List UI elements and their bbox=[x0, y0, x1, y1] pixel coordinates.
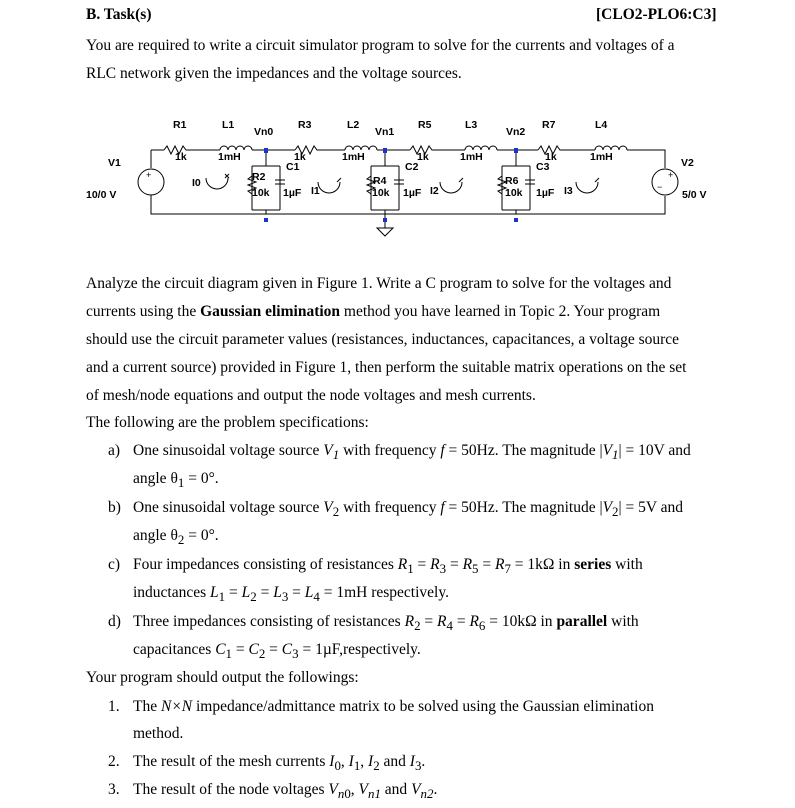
spec-a-line-1: One sinusoidal voltage source $V_1$ with frequency f = 50Hz. The magnitude $|V_1| = 10V$ and bbox=[133, 442, 691, 463]
output-3-number: 3. bbox=[108, 781, 120, 798]
clo-code: [CLO2-PLO6:C3] bbox=[596, 6, 717, 23]
l4-value: 1mH bbox=[590, 151, 613, 163]
output-1-number: 1. bbox=[108, 698, 120, 715]
r6-label: R6 bbox=[505, 175, 519, 187]
r5-value: 1k bbox=[417, 151, 429, 163]
spec-b-marker: b) bbox=[108, 499, 121, 516]
spec-d-marker: d) bbox=[108, 613, 121, 630]
r3-value: 1k bbox=[294, 151, 306, 163]
c1-label: C1 bbox=[286, 161, 300, 173]
output-1-line-2: method. bbox=[133, 725, 184, 742]
analyze-line-4: and a current source) provided in Figure 1, then perform the suitable matrix operations on the set bbox=[86, 359, 687, 376]
r7-value: 1k bbox=[545, 151, 557, 163]
r1-label: R1 bbox=[173, 119, 187, 131]
r5-label: R5 bbox=[418, 119, 432, 131]
spec-d-line-1: Three impedances consisting of resistances $R_2 = R_4 = R_6 = 10k\Omega$ in parallel with bbox=[133, 613, 639, 634]
svg-text:−: − bbox=[657, 182, 663, 192]
l1-label: L1 bbox=[222, 119, 235, 131]
spec-d-line-2: capacitances $C_1 = C_2 = C_3$ = 1µF,respectively. bbox=[133, 641, 421, 662]
spec-c-line-2: inductances $L_1 = L_2 = L_3 = L_4 = 1mH$ respectively. bbox=[133, 584, 449, 605]
analyze-line-2 bbox=[86, 298, 660, 326]
mesh-i3-label: I3 bbox=[564, 185, 573, 197]
c3-value: 1µF bbox=[536, 187, 555, 199]
analyze-line-3: should use the circuit parameter values (resistances, inductances, capacitances, a voltage source bbox=[86, 331, 680, 348]
gaussian-elimination-term: Gaussian elimination bbox=[200, 303, 341, 320]
mesh-i1-label: I1 bbox=[311, 185, 320, 197]
output-2-number: 2. bbox=[108, 753, 120, 770]
task-heading: B. Task(s) bbox=[86, 6, 152, 23]
intro-line-1: You are required to write a circuit simulator program to solve for the currents and voltages of a bbox=[86, 37, 675, 54]
analyze-line-5: of mesh/node equations and output the node voltages and mesh currents. bbox=[86, 387, 536, 404]
l1-value: 1mH bbox=[218, 151, 241, 163]
l4-label: L4 bbox=[595, 119, 608, 131]
spec-a-marker: a) bbox=[108, 442, 121, 459]
r4-label: R4 bbox=[373, 175, 387, 187]
output-3-line: The result of the node voltages $V_{n0}$, $V_{n1}$ and $V_{n2}$. bbox=[133, 781, 438, 802]
output-intro: Your program should output the followings: bbox=[86, 669, 359, 686]
r2-label: R2 bbox=[252, 171, 266, 183]
mesh-i2-label: I2 bbox=[430, 185, 439, 197]
l3-value: 1mH bbox=[460, 151, 483, 163]
l3-label: L3 bbox=[465, 119, 478, 131]
svg-text:+: + bbox=[668, 170, 674, 180]
c2-value: 1µF bbox=[403, 187, 422, 199]
v1-label: V1 bbox=[108, 157, 121, 169]
analyze-line-2-start: currents using the bbox=[86, 303, 197, 320]
c2-label: C2 bbox=[405, 161, 419, 173]
l2-label: L2 bbox=[347, 119, 360, 131]
v2-value: 5/0 V bbox=[682, 189, 707, 201]
node-vn2-label: Vn2 bbox=[506, 126, 526, 138]
c3-label: C3 bbox=[536, 161, 550, 173]
output-2-line: The result of the mesh currents $I_0$, $I_1$, $I_2$ and $I_3$. bbox=[133, 753, 426, 774]
analyze-line-2-end: method you have learned in Topic 2. Your program bbox=[343, 303, 661, 320]
r3-label: R3 bbox=[298, 119, 312, 131]
v1-value: 10/0 V bbox=[86, 189, 117, 201]
spec-c-marker: c) bbox=[108, 556, 121, 573]
r7-label: R7 bbox=[542, 119, 556, 131]
l2-value: 1mH bbox=[342, 151, 365, 163]
node-vn0-label: Vn0 bbox=[254, 126, 274, 138]
analyze-line-1: Analyze the circuit diagram given in Figure 1. Write a C program to solve for the voltages and bbox=[86, 275, 672, 292]
node-vn1-label: Vn1 bbox=[375, 126, 395, 138]
r2-value: 10k bbox=[252, 187, 270, 199]
spec-b-line-2: angle $\theta_2 = 0^\circ$. bbox=[133, 527, 219, 548]
circuit-diagram bbox=[80, 110, 730, 240]
r6-value: 10k bbox=[505, 187, 523, 199]
mesh-i0-label: I0 bbox=[192, 177, 201, 189]
c1-value: 1µF bbox=[283, 187, 302, 199]
svg-text:+: + bbox=[146, 170, 152, 180]
output-1-line-1: The N×N impedance/admittance matrix to be solved using the Gaussian elimination bbox=[133, 698, 654, 715]
spec-c-line-1: Four impedances consisting of resistances $R_1 = R_3 = R_5 = R_7 = 1k\Omega$ in series with bbox=[133, 556, 643, 577]
v2-label: V2 bbox=[681, 157, 694, 169]
r4-value: 10k bbox=[372, 187, 390, 199]
intro-line-2: RLC network given the impedances and the voltage sources. bbox=[86, 65, 462, 82]
spec-b-line-1: One sinusoidal voltage source $V_2$ with frequency f = 50Hz. The magnitude $|V_2| = 5V$ and bbox=[133, 499, 684, 520]
r1-value: 1k bbox=[175, 151, 187, 163]
spec-a-line-2: angle $\theta_1 = 0^\circ$. bbox=[133, 470, 219, 491]
spec-intro: The following are the problem specifications: bbox=[86, 414, 369, 431]
